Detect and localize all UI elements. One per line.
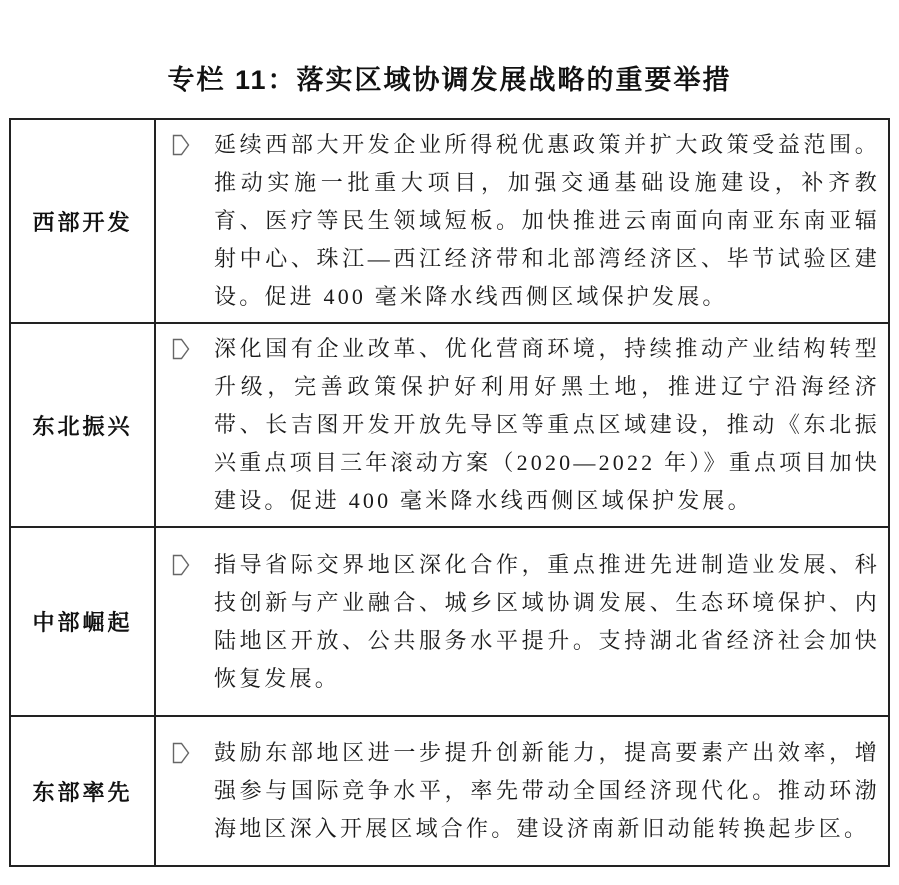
list-item xyxy=(172,126,880,316)
row-content-cell xyxy=(155,527,889,716)
row-text: 延续西部大开发企业所得税优惠政策并扩大政策受益范围。推动实施一批重大项目，加强交通基础设施建设，补齐教育、医疗等民生领域短板。加快推进云南面向南亚东南亚辐射中心、珠江—西江经济带和北部湾经济区、毕节试验区建设。促进 400 毫米降水线西侧区域保护发展。 xyxy=(214,132,880,309)
list-item xyxy=(172,546,880,698)
measures-table xyxy=(9,118,890,867)
row-label-central-rise: 中部崛起 xyxy=(10,527,155,716)
arrow-right-outline-icon xyxy=(172,742,190,764)
row-label-northeast-revitalization: 东北振兴 xyxy=(10,323,155,527)
arrow-right-outline-icon xyxy=(172,554,190,576)
table-row xyxy=(10,119,889,323)
row-label-western-development: 西部开发 xyxy=(10,119,155,323)
arrow-right-outline-icon xyxy=(172,134,190,156)
row-label-eastern-leading: 东部率先 xyxy=(10,716,155,866)
row-content-cell xyxy=(155,119,889,323)
row-text: 深化国有企业改革、优化营商环境，持续推动产业结构转型升级，完善政策保护好利用好黑土地，推进辽宁沿海经济带、长吉图开发开放先导区等重点区域建设，推动《东北振兴重点项目三年滚动方案（2020—2022 年）》重点项目加快建设。促进 400 毫米降水线西侧区域保护发展。 xyxy=(214,336,880,513)
table-row xyxy=(10,716,889,866)
table-row xyxy=(10,527,889,716)
arrow-right-outline-icon xyxy=(172,338,190,360)
table-row xyxy=(10,323,889,527)
row-text: 鼓励东部地区进一步提升创新能力，提高要素产出效率，增强参与国际竞争水平，率先带动全国经济现代化。推动环渤海地区深入开展区域合作。建设济南新旧动能转换起步区。 xyxy=(214,740,880,841)
row-content-cell xyxy=(155,323,889,527)
row-content-cell xyxy=(155,716,889,866)
list-item xyxy=(172,330,880,520)
list-item xyxy=(172,734,880,848)
page-title: 专栏 11：落实区域协调发展战略的重要举措 xyxy=(167,65,732,96)
row-text: 指导省际交界地区深化合作，重点推进先进制造业发展、科技创新与产业融合、城乡区域协调发展、生态环境保护、内陆地区开放、公共服务水平提升。支持湖北省经济社会加快恢复发展。 xyxy=(214,551,880,691)
